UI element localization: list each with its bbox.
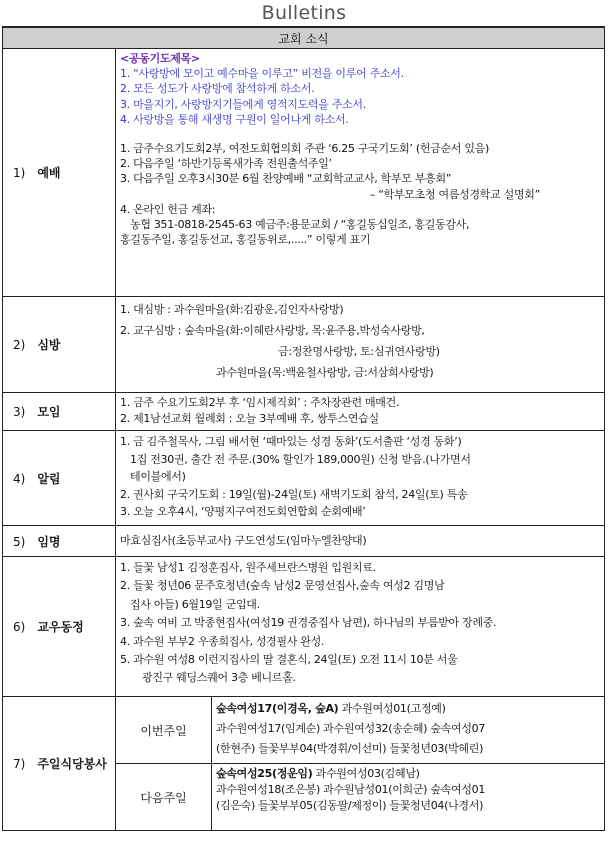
prayer-item: 4. 사랑방을 통해 새생명 구원이 일어나게 하소서. xyxy=(120,112,349,126)
appoint-content xyxy=(116,526,605,557)
members-item: 3. 숲속 여비 고 박종현집사(여성19 권경중집사 남편), 하나님의 부름받아 장례중. xyxy=(120,616,497,630)
service-content xyxy=(212,697,605,764)
table-header: 교회 소식 xyxy=(3,27,605,49)
notice-item: 1. 금주수요기도회2부, 여전도회협의회 주관 ‘6.25 구국기도회’ (헌금순서 있음) xyxy=(120,142,489,156)
service-item: 과수원여성18(조은봉) 과수원남성01(이희군) 숲속여성01 xyxy=(216,783,486,796)
news-item: 1집 전30권, 출간 전 주문.(30% 할인가 189,000원) 신청 받음.(나가면서 xyxy=(130,452,471,466)
service-item: 과수원여성17(임계순) 과수원여성32(송순혜) 숲속여성07 xyxy=(216,722,486,735)
notice-item: 홍길동주일, 홍길동선교, 홍길동위로,.....” 이렇게 표기 xyxy=(120,233,371,247)
notice-item: 2. 다음주일 ‘하반기등록새가족 전원출석주일’ xyxy=(120,157,332,171)
bulletin-table xyxy=(2,26,605,831)
visit-item: 과수원마을(목:백윤철사랑방, 금:서삼희사랑방) xyxy=(216,366,434,379)
prayer-item: 3. 마을지기, 사랑방지기들에게 영적지도력을 주소서. xyxy=(120,97,366,111)
section-visit xyxy=(3,297,605,393)
section-news xyxy=(3,431,605,526)
members-item: 2. 들꽃 청년06 문주호청년(숲속 남성2 문영선집사,숲속 여성2 김명남 xyxy=(120,579,445,593)
section-service-this-week xyxy=(3,697,605,764)
members-item: 광진구 웨딩스퀘어 3층 베니르홀. xyxy=(142,671,296,685)
appoint-item: 마효심집사(초등부교사) 구도연성도(임마누엘찬양대) xyxy=(120,534,367,548)
visit-item: 2. 교구심방 : 숲속마을(화:이혜란사랑방, 목:윤주용,박성숙사랑방, xyxy=(120,324,425,337)
news-item: 테이블에서) xyxy=(130,470,186,483)
members-item: 5. 과수원 여성8 이런지집사의 딸 결혼식, 24일(토) 오전 11시 10분 서울 xyxy=(120,653,458,667)
news-content xyxy=(116,431,605,526)
prayer-list xyxy=(120,51,600,127)
section-members xyxy=(3,557,605,697)
visit-item: 1. 대심방 : 과수원마을(화:김광운,김인자사랑방) xyxy=(120,303,344,316)
service-item: (한현주) 들꽃부부04(박경휘/이선미) 들꽃청년03(박혜린) xyxy=(216,742,484,755)
prayer-item: 1. “사랑방에 모이고 예수마을 이루고” 비전을 이루어 주소서. xyxy=(120,67,404,81)
service-content xyxy=(212,764,605,831)
table-header-row xyxy=(3,27,605,49)
notice-item: 3. 다음주일 오후3시30분 6월 찬양예배 “교회학교교사, 학부모 부흥회” xyxy=(120,172,452,186)
prayer-item: 2. 모든 성도가 사랑방에 참석하게 하소서. xyxy=(120,82,315,96)
section-label-appoint: 5) 임명 xyxy=(3,526,116,557)
section-label-visit: 2) 심방 xyxy=(3,297,116,393)
section-label-news: 4) 알림 xyxy=(3,431,116,526)
service-lead: 숲속여성17(이경옥, 숲A) xyxy=(216,702,339,715)
visit-content xyxy=(116,297,605,393)
section-label-worship: 1) 예배 xyxy=(3,49,116,297)
service-lead-line: 숲속여성17(이경옥, 숲A) 과수원여성01(고정예) xyxy=(216,702,446,715)
section-label-meeting: 3) 모임 xyxy=(3,393,116,431)
members-item: 4. 과수원 부부2 우종희집사, 성경필사 완성. xyxy=(120,634,325,648)
service-when: 이번주일 xyxy=(116,697,212,764)
visit-item: 금:정찬명사랑방, 토:심귀연사랑방) xyxy=(278,345,440,358)
notice-item: – “학부모초청 여름성경학교 설명회” xyxy=(369,187,540,201)
news-item: 3. 오늘 오후4시, ‘양평지구여전도회연합회 순회예배’ xyxy=(120,505,366,518)
service-lead-line: 숲속여성25(정운임) 과수원여성03(김혜남) xyxy=(216,767,420,780)
notice-item: 4. 온라인 헌금 계좌: xyxy=(120,202,216,216)
notice-item: 농협 351-0818-2545-63 예금주:용문교회 / “홍길동십일조, 홍길동감사, xyxy=(130,218,470,232)
section-label-service: 7) 주일식당봉사 xyxy=(3,697,116,831)
section-meeting xyxy=(3,393,605,431)
members-item: 집사 아들) 6월19일 군입대. xyxy=(130,597,260,611)
worship-content xyxy=(116,49,605,297)
service-item: (김은숙) 들꽃부부05(김동팔/제정이) 들꽃청년04(나경서) xyxy=(216,799,484,812)
news-item: 1. 금 김주철목사, 그림 배서현 ‘때마있는 성경 동화’(도서출판 ‘성경 동화’) xyxy=(120,435,462,448)
service-lead: 숲속여성25(정운임) xyxy=(216,767,313,780)
section-appoint xyxy=(3,526,605,557)
service-when: 다음주일 xyxy=(116,764,212,831)
meeting-item: 2. 제1남선교회 월례회 : 오늘 3부예배 후, 쌍투스연습실 xyxy=(120,412,379,425)
members-item: 1. 들꽃 남성1 김정훈집사, 원주세브란스병원 입원치료. xyxy=(120,561,376,574)
section-label-members: 6) 교우동정 xyxy=(3,557,116,697)
meeting-content xyxy=(116,393,605,431)
section-worship xyxy=(3,49,605,297)
prayer-title: <공동기도제목> xyxy=(120,52,200,65)
news-item: 2. 권사회 구국기도회 : 19일(월)-24일(토) 새벽기도회 참석, 24일(토) 특송 xyxy=(120,487,468,501)
page-title: Bulletins xyxy=(261,2,347,24)
members-content xyxy=(116,557,605,697)
meeting-item: 1. 금주 수요기도회2부 후 ‘임시제직회’ : 주차장관련 매매건. xyxy=(120,396,400,409)
